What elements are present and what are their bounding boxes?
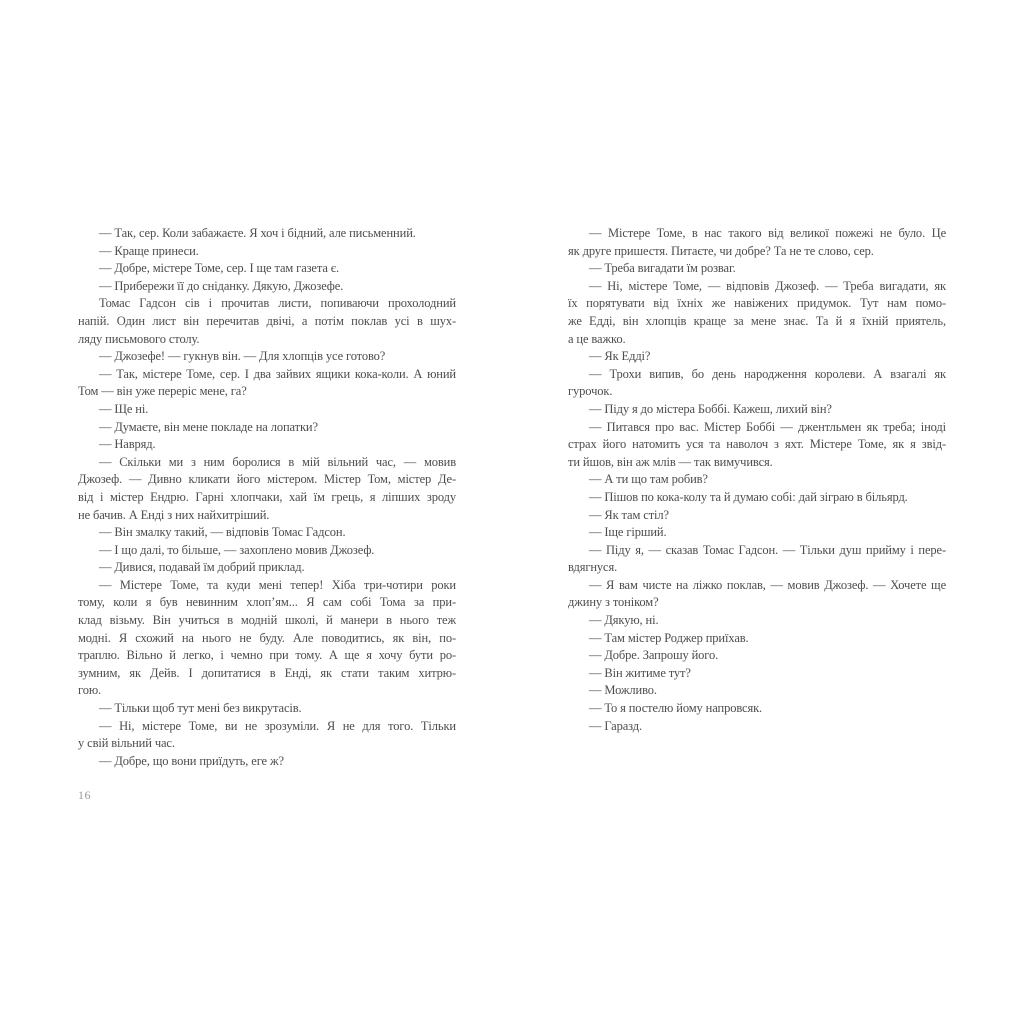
- text-line: ляду письмового столу.: [78, 331, 200, 346]
- text-line: — Думаєте, він мене покладе на лопатки?: [99, 419, 318, 434]
- text-line: — Як там стіл?: [589, 507, 669, 522]
- paragraph: [78, 419, 456, 437]
- text-line: а це важко.: [568, 331, 626, 346]
- paragraph: [568, 665, 946, 683]
- text-line: зумним, як Дейв. І допитатися в Енді, як стати таким хитрю-: [78, 665, 456, 680]
- text-line: — Навряд.: [99, 437, 156, 452]
- text-line: вдягнуся.: [568, 560, 618, 575]
- paragraph: [568, 577, 946, 612]
- text-line: — Містере Томе, в нас такого від великої пожежі не було. Це: [589, 226, 946, 240]
- text-line: клад візьму. Він учиться в модній школі, й манери в нього теж: [78, 613, 456, 628]
- paragraph: [78, 225, 456, 243]
- text-line: — Ні, містере Томе, — відповів Джозеф. — Треба вигадати, як: [589, 278, 946, 293]
- paragraph: [568, 278, 946, 348]
- text-line: — Дякую, ні.: [589, 613, 659, 628]
- text-line: — Містере Томе, та куди мені тепер! Хіба три-чотири роки: [99, 577, 456, 592]
- text-line: — А ти що там робив?: [589, 472, 708, 487]
- text-line: джину з тоніком?: [568, 595, 659, 610]
- text-line: — Він змалку такий, — відповів Томас Гадсон.: [99, 525, 346, 540]
- paragraph: [78, 436, 456, 454]
- text-line: тому, коли я був невинним хлоп’ям... Я сам собі Тома за при-: [78, 595, 456, 610]
- paragraph: [78, 542, 456, 560]
- paragraph: [78, 577, 456, 700]
- text-line: — Питався про вас. Містер Боббі — джентльмен як треба; іноді: [589, 419, 946, 434]
- paragraph: [568, 489, 946, 507]
- paragraph: [568, 700, 946, 718]
- text-line: — Пішов по кока-колу та й думаю собі: дай зіграю в більярд.: [589, 489, 908, 504]
- paragraph: [568, 542, 946, 577]
- paragraph: [78, 718, 456, 753]
- text-line: — І що далі, то більше, — захоплено мовив Джозеф.: [99, 542, 375, 557]
- paragraph: [78, 243, 456, 261]
- text-line: ти йшов, він аж млів — так вимучився.: [568, 454, 773, 469]
- text-line: у свій вільний час.: [78, 736, 175, 751]
- page-number: 16: [78, 788, 91, 802]
- text-line: — Як Едді?: [589, 349, 651, 364]
- paragraph: [78, 295, 456, 348]
- paragraph: [568, 682, 946, 700]
- text-line: — Краще принеси.: [99, 243, 199, 258]
- text-line: — Треба вигадати їм розваг.: [589, 261, 736, 276]
- text-line: їх порятувати від їхніх же навіжених придумок. Тут нам помо-: [568, 296, 946, 311]
- text-line: — Я вам чисте на ліжко поклав, — мовив Джозеф. — Хочете ще: [589, 577, 946, 592]
- text-line: — Ні, містере Томе, ви не зрозуміли. Я не для того. Тільки: [99, 718, 456, 733]
- text-line: не бачив. А Енді з них найхитріший.: [78, 507, 270, 522]
- paragraph: [78, 278, 456, 296]
- text-line: страх його натомить уся та наволоч з яхт. Містере Томе, як я звід-: [568, 437, 946, 452]
- text-line: як друге пришестя. Питаєте, чи добре? Та не те слово, сер.: [568, 243, 874, 258]
- paragraph: [568, 471, 946, 489]
- text-line: — Гаразд.: [589, 718, 643, 733]
- paragraph: [568, 507, 946, 525]
- paragraph: [568, 612, 946, 630]
- paragraph: [568, 718, 946, 736]
- text-line: — Добре, містере Томе, сер. І ще там газета є.: [99, 261, 340, 276]
- paragraph: [568, 225, 946, 260]
- text-line: — Можливо.: [589, 683, 657, 698]
- text-line: — Ще ні.: [99, 401, 149, 416]
- text-line: напій. Один лист він перечитав двічі, а потім поклав усі в шух-: [78, 313, 456, 328]
- text-line: же Едді, він хлопців краще за мене знає. Та й я їхній приятель,: [568, 313, 946, 328]
- paragraph: [78, 524, 456, 542]
- paragraph: [568, 630, 946, 648]
- paragraph: [78, 348, 456, 366]
- text-line: — Тільки щоб тут мені без викрутасів.: [99, 701, 302, 716]
- text-line: — То я постелю йому напровсяк.: [589, 701, 763, 716]
- text-line: — Іще гірший.: [589, 525, 667, 540]
- text-line: — Добре, що вони приїдуть, еге ж?: [99, 753, 284, 768]
- paragraph: [568, 524, 946, 542]
- paragraph: [78, 401, 456, 419]
- text-line: гою.: [78, 683, 102, 698]
- text-line: гурочок.: [568, 384, 613, 399]
- text-line: — Піду я, — сказав Томас Гадсон. — Тільки душ прийму і пере-: [589, 542, 946, 557]
- text-line: від і містер Ендрю. Гарні хлопчаки, хай їм грець, я ліпших зроду: [78, 489, 456, 504]
- paragraph: [78, 454, 456, 524]
- text-line: — Дивися, подавай їм добрий приклад.: [99, 560, 305, 575]
- text-line: модні. Я схожий на нього не буду. Але поводитись, як він, по-: [78, 630, 456, 645]
- paragraph: [568, 366, 946, 401]
- text-line: Джозеф. — Дивно кликати його містером. Містер Том, містер Де-: [78, 472, 456, 487]
- paragraph: [78, 366, 456, 401]
- text-line: траплю. Вільно й легко, і чемно при тому. А ще я хочу бути ро-: [78, 648, 456, 663]
- text-line: Томас Гадсон сів і прочитав листи, попиваючи прохолодний: [99, 296, 456, 311]
- text-line: — Трохи випив, бо день народження королеви. А взагалі як: [589, 366, 946, 381]
- paragraph: [78, 753, 456, 771]
- left-page-text-column: [78, 225, 456, 770]
- paragraph: [78, 700, 456, 718]
- text-line: — Там містер Роджер приїхав.: [589, 630, 749, 645]
- right-page-text-column: [568, 225, 946, 735]
- text-line: — Джозефе! — гукнув він. — Для хлопців усе готово?: [99, 349, 386, 364]
- paragraph: [78, 260, 456, 278]
- text-line: — Піду я до містера Боббі. Кажеш, лихий він?: [589, 401, 832, 416]
- text-line: — Скільки ми з ним боролися в мій вільний час, — мовив: [99, 454, 456, 469]
- paragraph: [568, 647, 946, 665]
- paragraph: [568, 419, 946, 472]
- paragraph: [568, 401, 946, 419]
- text-line: — Прибережи її до сніданку. Дякую, Джозефе.: [99, 278, 344, 293]
- paragraph: [568, 348, 946, 366]
- paragraph: [78, 559, 456, 577]
- text-line: — Так, містере Томе, сер. І два зайвих ящики кока-коли. А юний: [99, 366, 456, 381]
- text-line: — Так, сер. Коли забажаєте. Я хоч і бідний, але письменний.: [99, 226, 416, 240]
- paragraph: [568, 260, 946, 278]
- text-line: — Добре. Запрошу його.: [589, 648, 719, 663]
- text-line: Том — він уже переріс мене, га?: [78, 384, 247, 399]
- text-line: — Він житиме тут?: [589, 665, 691, 680]
